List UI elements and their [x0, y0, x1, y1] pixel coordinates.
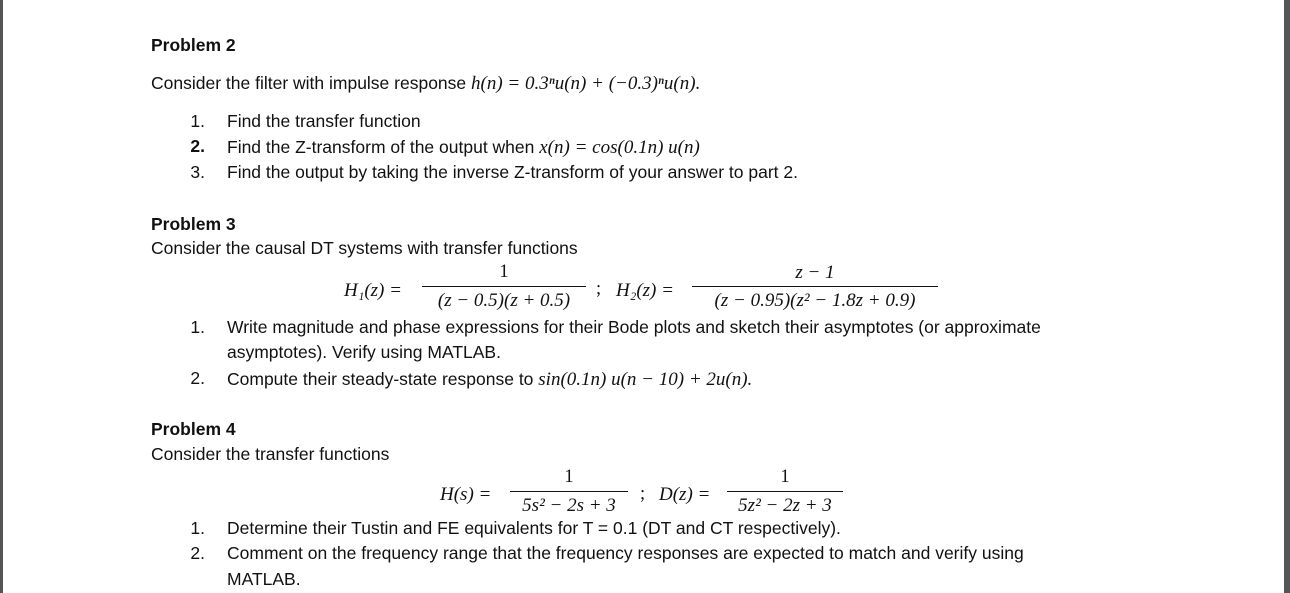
h2-lhs: H₂(z) = [616, 280, 674, 301]
dz-denominator: 5z² − 2z + 3 [738, 495, 832, 516]
dz-numerator: 1 [780, 467, 790, 487]
problem-2-intro-text: Consider the filter with impulse response [151, 73, 472, 93]
p3-item-1-line2: asymptotes). Verify using MATLAB. [227, 342, 501, 362]
p4-item-1-text: Determine their Tustin and FE equivalents for T = 0.1 (DT and CT respectively). [227, 518, 841, 538]
p2-item-2-number: 2. [190, 136, 205, 156]
hd-separator: ; [640, 484, 646, 504]
p3-item-2-text: Compute their steady-state response to [227, 369, 539, 389]
hs-lhs: H(s) = [440, 484, 492, 505]
problem-4-title: Problem 4 [151, 419, 236, 439]
p4-item-2-number: 2. [190, 543, 205, 563]
p4-item-1-number: 1. [190, 518, 205, 538]
h1-lhs: H₁(z) = [344, 280, 402, 301]
hs-fraction-bar [510, 491, 628, 492]
h2-fraction-bar [692, 286, 938, 287]
problem-4-intro: Consider the transfer functions [151, 444, 390, 464]
p3-item-1-number: 1. [190, 317, 205, 337]
hs-denominator: 5s² − 2s + 3 [522, 495, 616, 516]
p4-item-2-line1: Comment on the frequency range that the frequency responses are expected to match and verify using [227, 543, 1024, 563]
p3-item-2 [227, 370, 752, 389]
left-border [0, 0, 3, 593]
p2-item-2-math: x(n) = cos(0.1n) u(n) [539, 137, 700, 158]
problem-2-impulse-response: h(n) = 0.3ⁿu(n) + (−0.3)ⁿu(n). [471, 73, 701, 94]
problem-3-intro: Consider the causal DT systems with transfer functions [151, 238, 578, 258]
dz-fraction-bar [727, 491, 843, 492]
p2-item-1-text: Find the transfer function [227, 111, 421, 131]
p3-item-1-line1: Write magnitude and phase expressions for their Bode plots and sketch their asymptotes (or approximate [227, 317, 1041, 337]
p2-item-2-text: Find the Z-transform of the output when [227, 137, 540, 157]
h1-numerator: 1 [499, 262, 509, 282]
p2-item-3-number: 3. [190, 162, 205, 182]
problem-2-intro [151, 74, 700, 93]
right-border [1284, 0, 1290, 593]
p2-item-3-text: Find the output by taking the inverse Z-transform of your answer to part 2. [227, 162, 798, 182]
h2-denominator: (z − 0.95)(z² − 1.8z + 0.9) [714, 290, 916, 311]
h1-denominator: (z − 0.5)(z + 0.5) [437, 290, 571, 311]
p2-item-2 [227, 138, 700, 157]
h-separator: ; [596, 279, 602, 299]
problem-2-title: Problem 2 [151, 35, 236, 55]
p4-item-2-line2: MATLAB. [227, 569, 301, 589]
p2-item-1-number: 1. [190, 111, 205, 131]
problem-3-title: Problem 3 [151, 214, 236, 234]
h1-fraction-bar [422, 286, 586, 287]
p3-item-2-math: sin(0.1n) u(n − 10) + 2u(n). [538, 369, 753, 390]
h2-numerator: z − 1 [795, 262, 835, 283]
dz-lhs: D(z) = [659, 484, 711, 505]
hs-numerator: 1 [564, 467, 574, 487]
p3-item-2-number: 2. [190, 368, 205, 388]
